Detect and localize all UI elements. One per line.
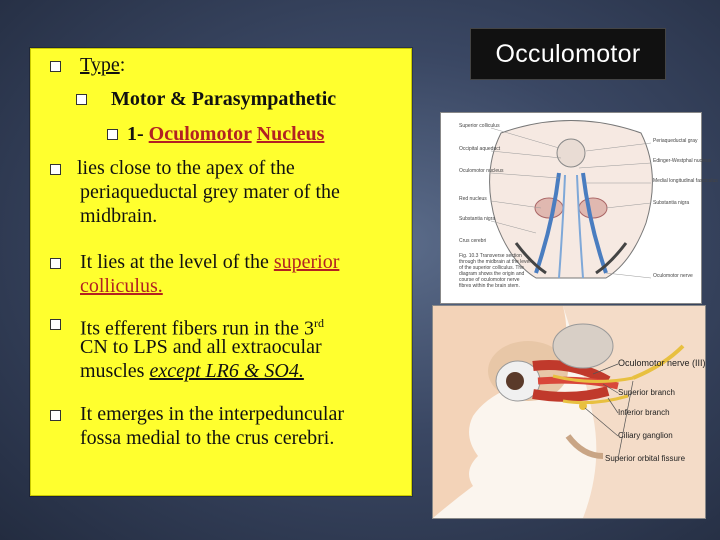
diagram-label: Oculomotor nucleus [459, 168, 504, 174]
diagram-label: Crus cerebri [459, 238, 487, 244]
orbit-illustration-image [432, 305, 706, 519]
nucleus-line: 1- Oculomotor Nucleus [127, 123, 325, 145]
diagram-label: Periaqueductal gray [653, 138, 698, 144]
line-4: It lies at the level of the superior [80, 251, 340, 273]
bullet-icon [50, 258, 61, 269]
bullet-icon [50, 410, 61, 421]
diagram-label: Occipital aqueduct [459, 146, 501, 152]
diagram-label: Medial longitudinal fasciculus [653, 178, 718, 184]
diagram-caption: Fig. 10.3 Transverse section through the midbrain at the level of the superior colliculus. The diagram shows the origin and course of oculomotor nerve fibres within the brain stem. [459, 253, 531, 289]
diagram-label: Substantia nigra [459, 216, 496, 222]
orbit-label: Superior branch [618, 388, 675, 397]
bullet-icon [107, 129, 118, 140]
midbrain-diagram-image [440, 112, 718, 304]
bullet-icon [50, 61, 61, 72]
line-3: midbrain. [80, 205, 158, 227]
motor-line: Motor & Parasympathetic [111, 88, 337, 110]
diagram-label: Red nucleus [459, 196, 487, 202]
line-10: fossa medial to the crus cerebri. [80, 427, 335, 449]
bullet-icon [76, 94, 87, 105]
diagram-label: Superior colliculus [459, 123, 500, 129]
line-1: lies close to the apex of the [77, 157, 295, 179]
line-9: It emerges in the interpeduncular [80, 403, 344, 425]
diagram-label: Oculomotor nerve [653, 273, 693, 279]
type-line: Type: [80, 54, 126, 76]
line-6: Its efferent fibers run in the 3rd [80, 316, 324, 340]
orbit-label: Superior orbital fissure [605, 454, 686, 463]
bullet-icon [50, 164, 61, 175]
line-8: muscles except LR6 & SO4. [80, 360, 304, 382]
line-7: CN to LPS and all extraocular [80, 336, 322, 358]
orbit-label: Ciliary ganglion [618, 431, 673, 440]
text-panel [30, 48, 412, 496]
line-2: periaqueductal grey mater of the [80, 181, 340, 203]
diagram-label: Edinger-Westphal nucleus [653, 158, 712, 164]
bullet-icon [50, 319, 61, 330]
orbit-label: Inferior branch [618, 408, 670, 417]
slide-title: Occulomotor [470, 28, 666, 80]
diagram-label: Substantia nigra [653, 200, 690, 206]
orbit-label: Oculomotor nerve (III) [618, 358, 706, 368]
line-5: colliculus. [80, 275, 163, 297]
